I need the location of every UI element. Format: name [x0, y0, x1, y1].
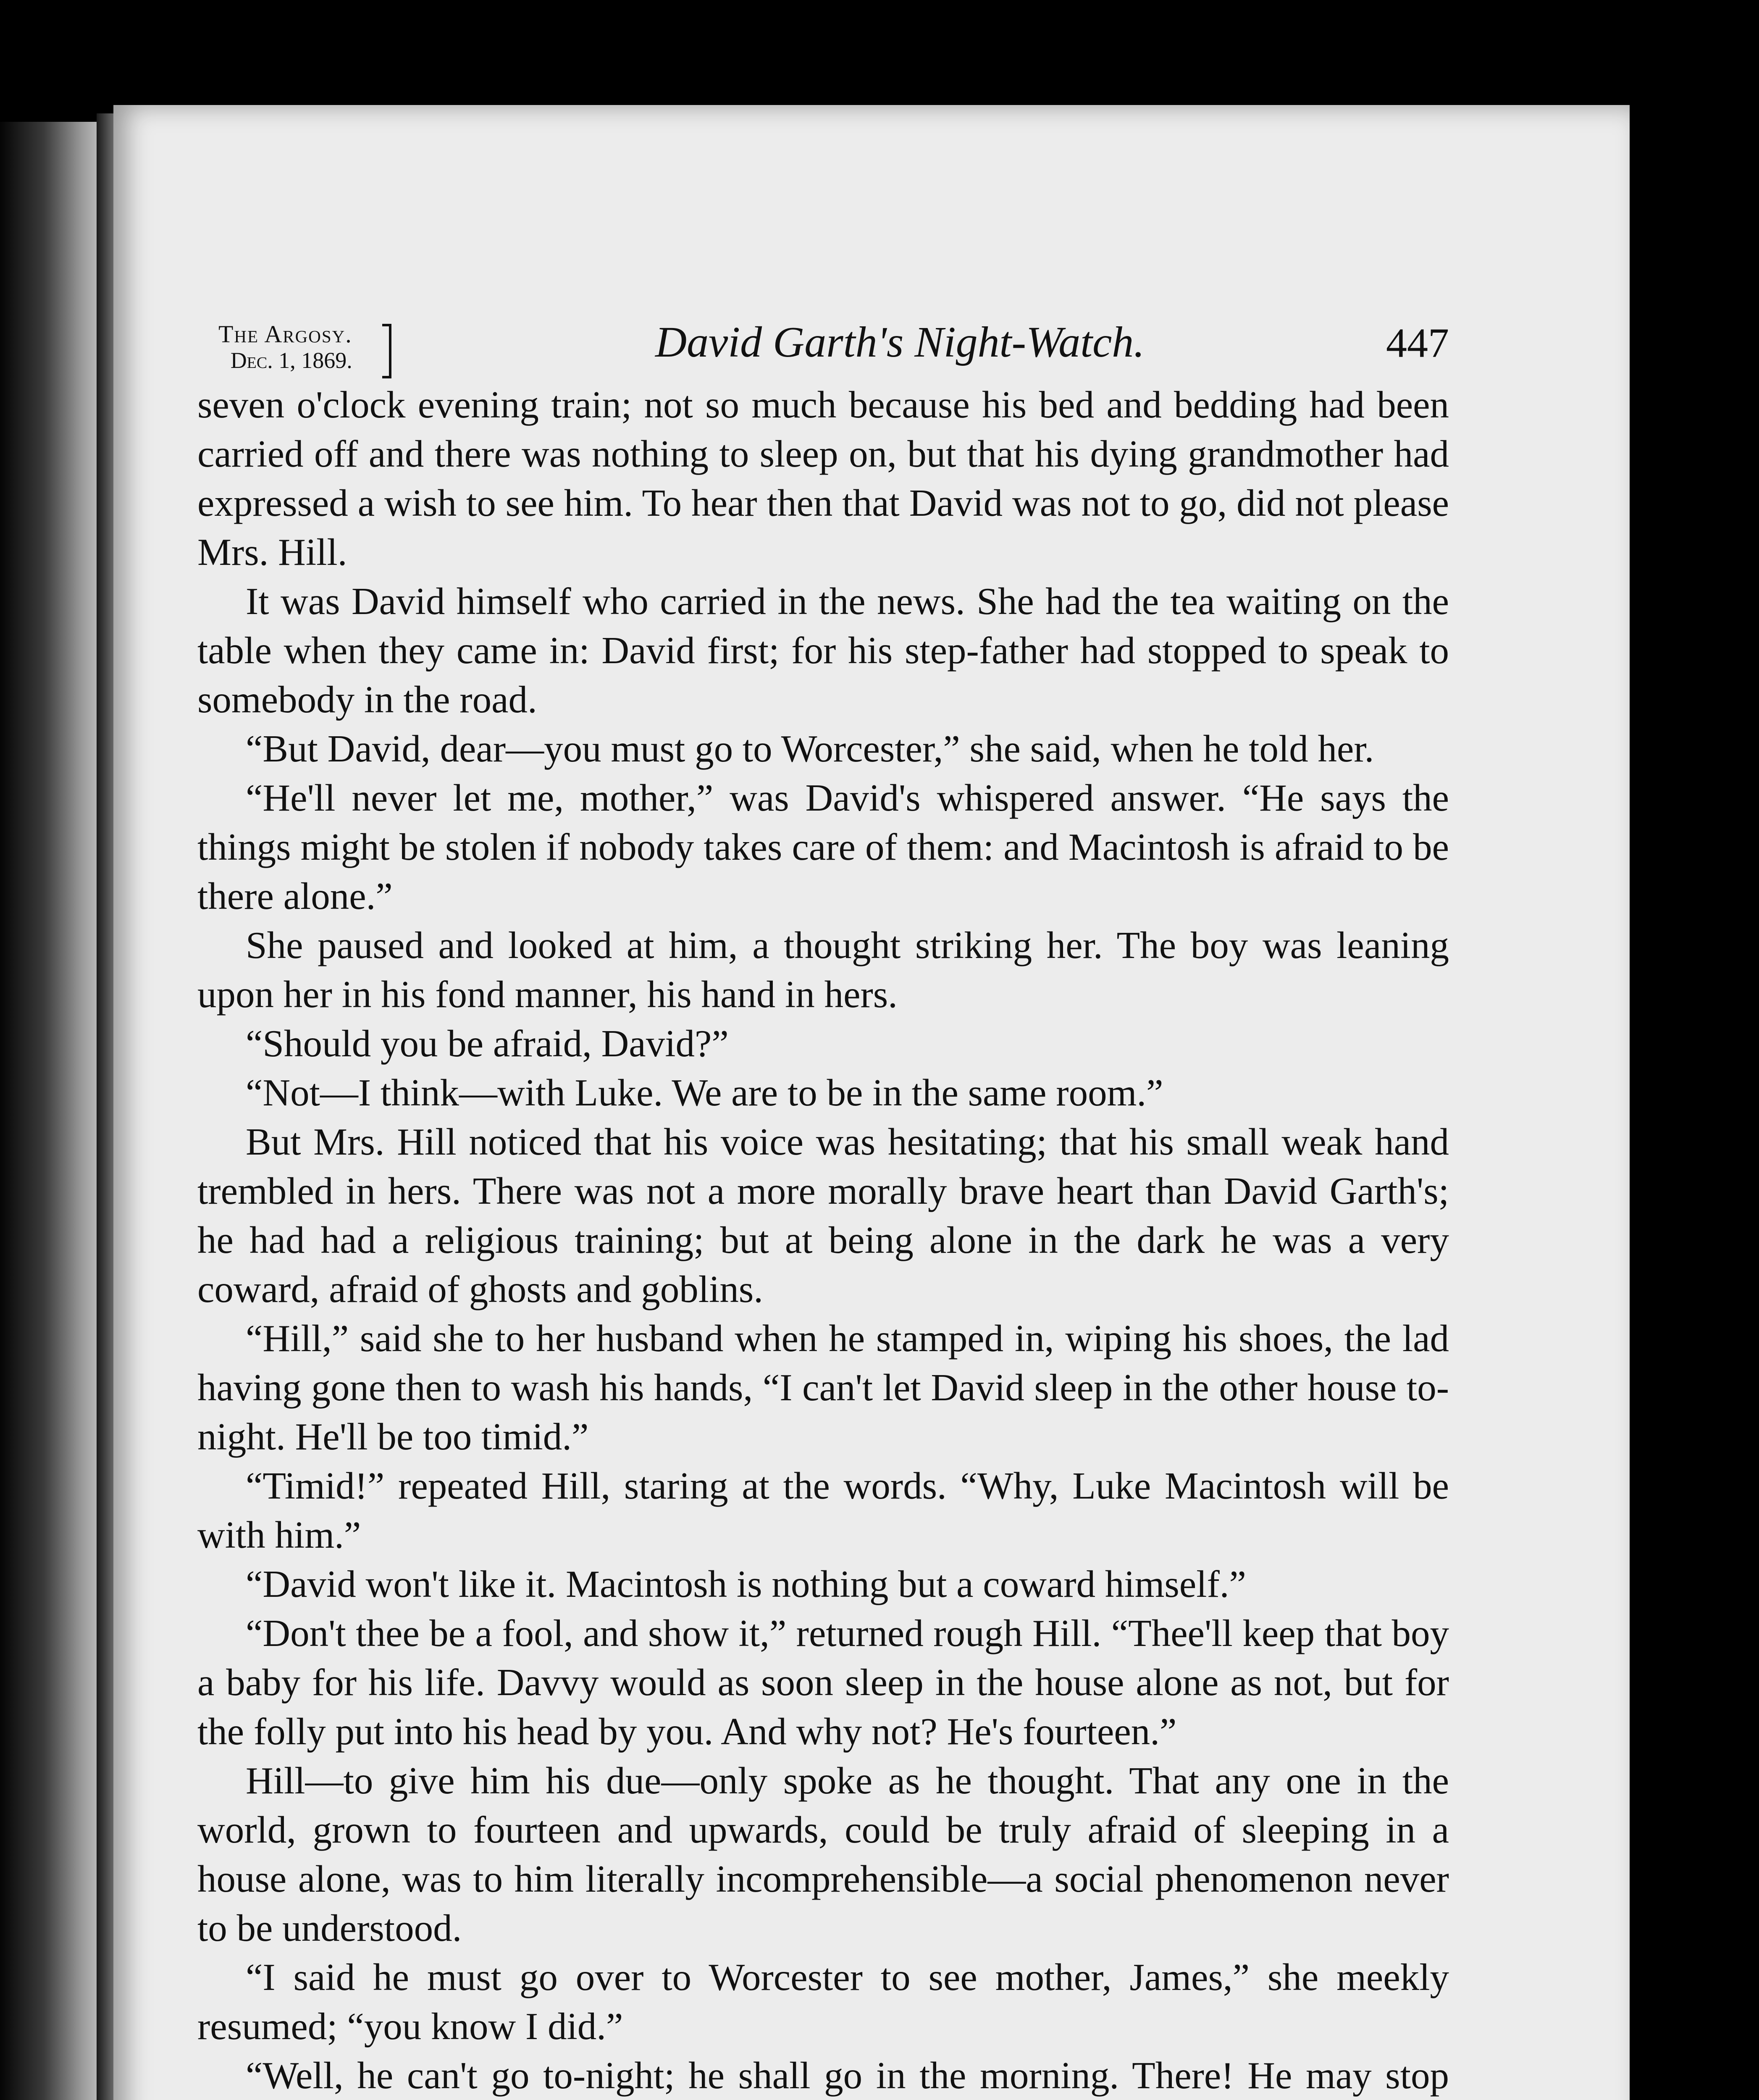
paragraph: It was David himself who carried in the news. She had the tea waiting on the table when they came in: David first; for his step-father had stopped to speak to somebody in the road. [197, 580, 1449, 721]
paragraph: “Hill,” said she to her husband when he stamped in, wiping his shoes, the lad having gone then to wash his hands, “I can't let David sleep in the other house to-night. He'll be too timid.” [197, 1317, 1449, 1458]
magazine-dateline [218, 321, 352, 373]
dateline-bracket [382, 324, 391, 378]
paragraph: “I said he must go over to Worcester to see mother, James,” she meekly resumed; “you know I did.” [197, 1956, 1449, 2048]
page-number: 447 [1386, 320, 1449, 366]
paragraph: “He'll never let me, mother,” was David's whispered answer. “He says the things might be stolen if nobody takes care of them: and Macintosh is afraid to be there alone.” [197, 777, 1449, 917]
paragraph: “Don't thee be a fool, and show it,” returned rough Hill. “Thee'll keep that boy a baby for his life. Davvy would as soon sleep in the house alone as not, but for the folly put into his head by you. And why not? He's fourteen.” [197, 1612, 1449, 1753]
paragraph: “Not—I think—with Luke. We are to be in the same room.” [246, 1071, 1163, 1114]
paragraph: “David won't like it. Macintosh is nothing but a coward himself.” [246, 1563, 1246, 1605]
paragraph: She paused and looked at him, a thought striking her. The boy was leaning upon her in his fond manner, his hand in hers. [197, 924, 1449, 1016]
paragraph: “But David, dear—you must go to Worcester,” she said, when he told her. [246, 727, 1374, 770]
paragraph: “Timid!” repeated Hill, staring at the words. “Why, Luke Macintosh will be with him.” [197, 1465, 1449, 1556]
running-title: David Garth's Night-Watch. [655, 318, 1145, 366]
paragraph: But Mrs. Hill noticed that his voice was hesitating; that his small weak hand trembled in hers. There was not a more morally brave heart than David Garth's; he had had a religious training; but at being alone in the dark he was a very coward, afraid of ghosts and goblins. [197, 1121, 1449, 1310]
paragraph: Hill—to give him his due—only spoke as he thought. That any one in the world, grown to fourteen and upwards, could be truly afraid of sleeping in a house alone, was to him literally incomprehensible—a social phenomenon never to be understood. [197, 1759, 1449, 1949]
paragraph: “Should you be afraid, David?” [246, 1022, 729, 1065]
body-text [197, 380, 1449, 2100]
magazine-name: The Argosy. [218, 320, 352, 348]
issue-date: Dec. 1, 1869. [230, 348, 352, 373]
page-header [218, 317, 1449, 380]
previous-page-edge [0, 122, 109, 2100]
paragraph: seven o'clock evening train; not so much because his bed and bedding had been carried off and there was nothing to sleep on, but that his dying grandmother had expressed a wish to see him. To hear then that David was not to go, did not please Mrs. Hill. [197, 383, 1449, 573]
paragraph: “Well, he can't go to-night; he shall go in the morning. There! He may stop [246, 2054, 1449, 2097]
